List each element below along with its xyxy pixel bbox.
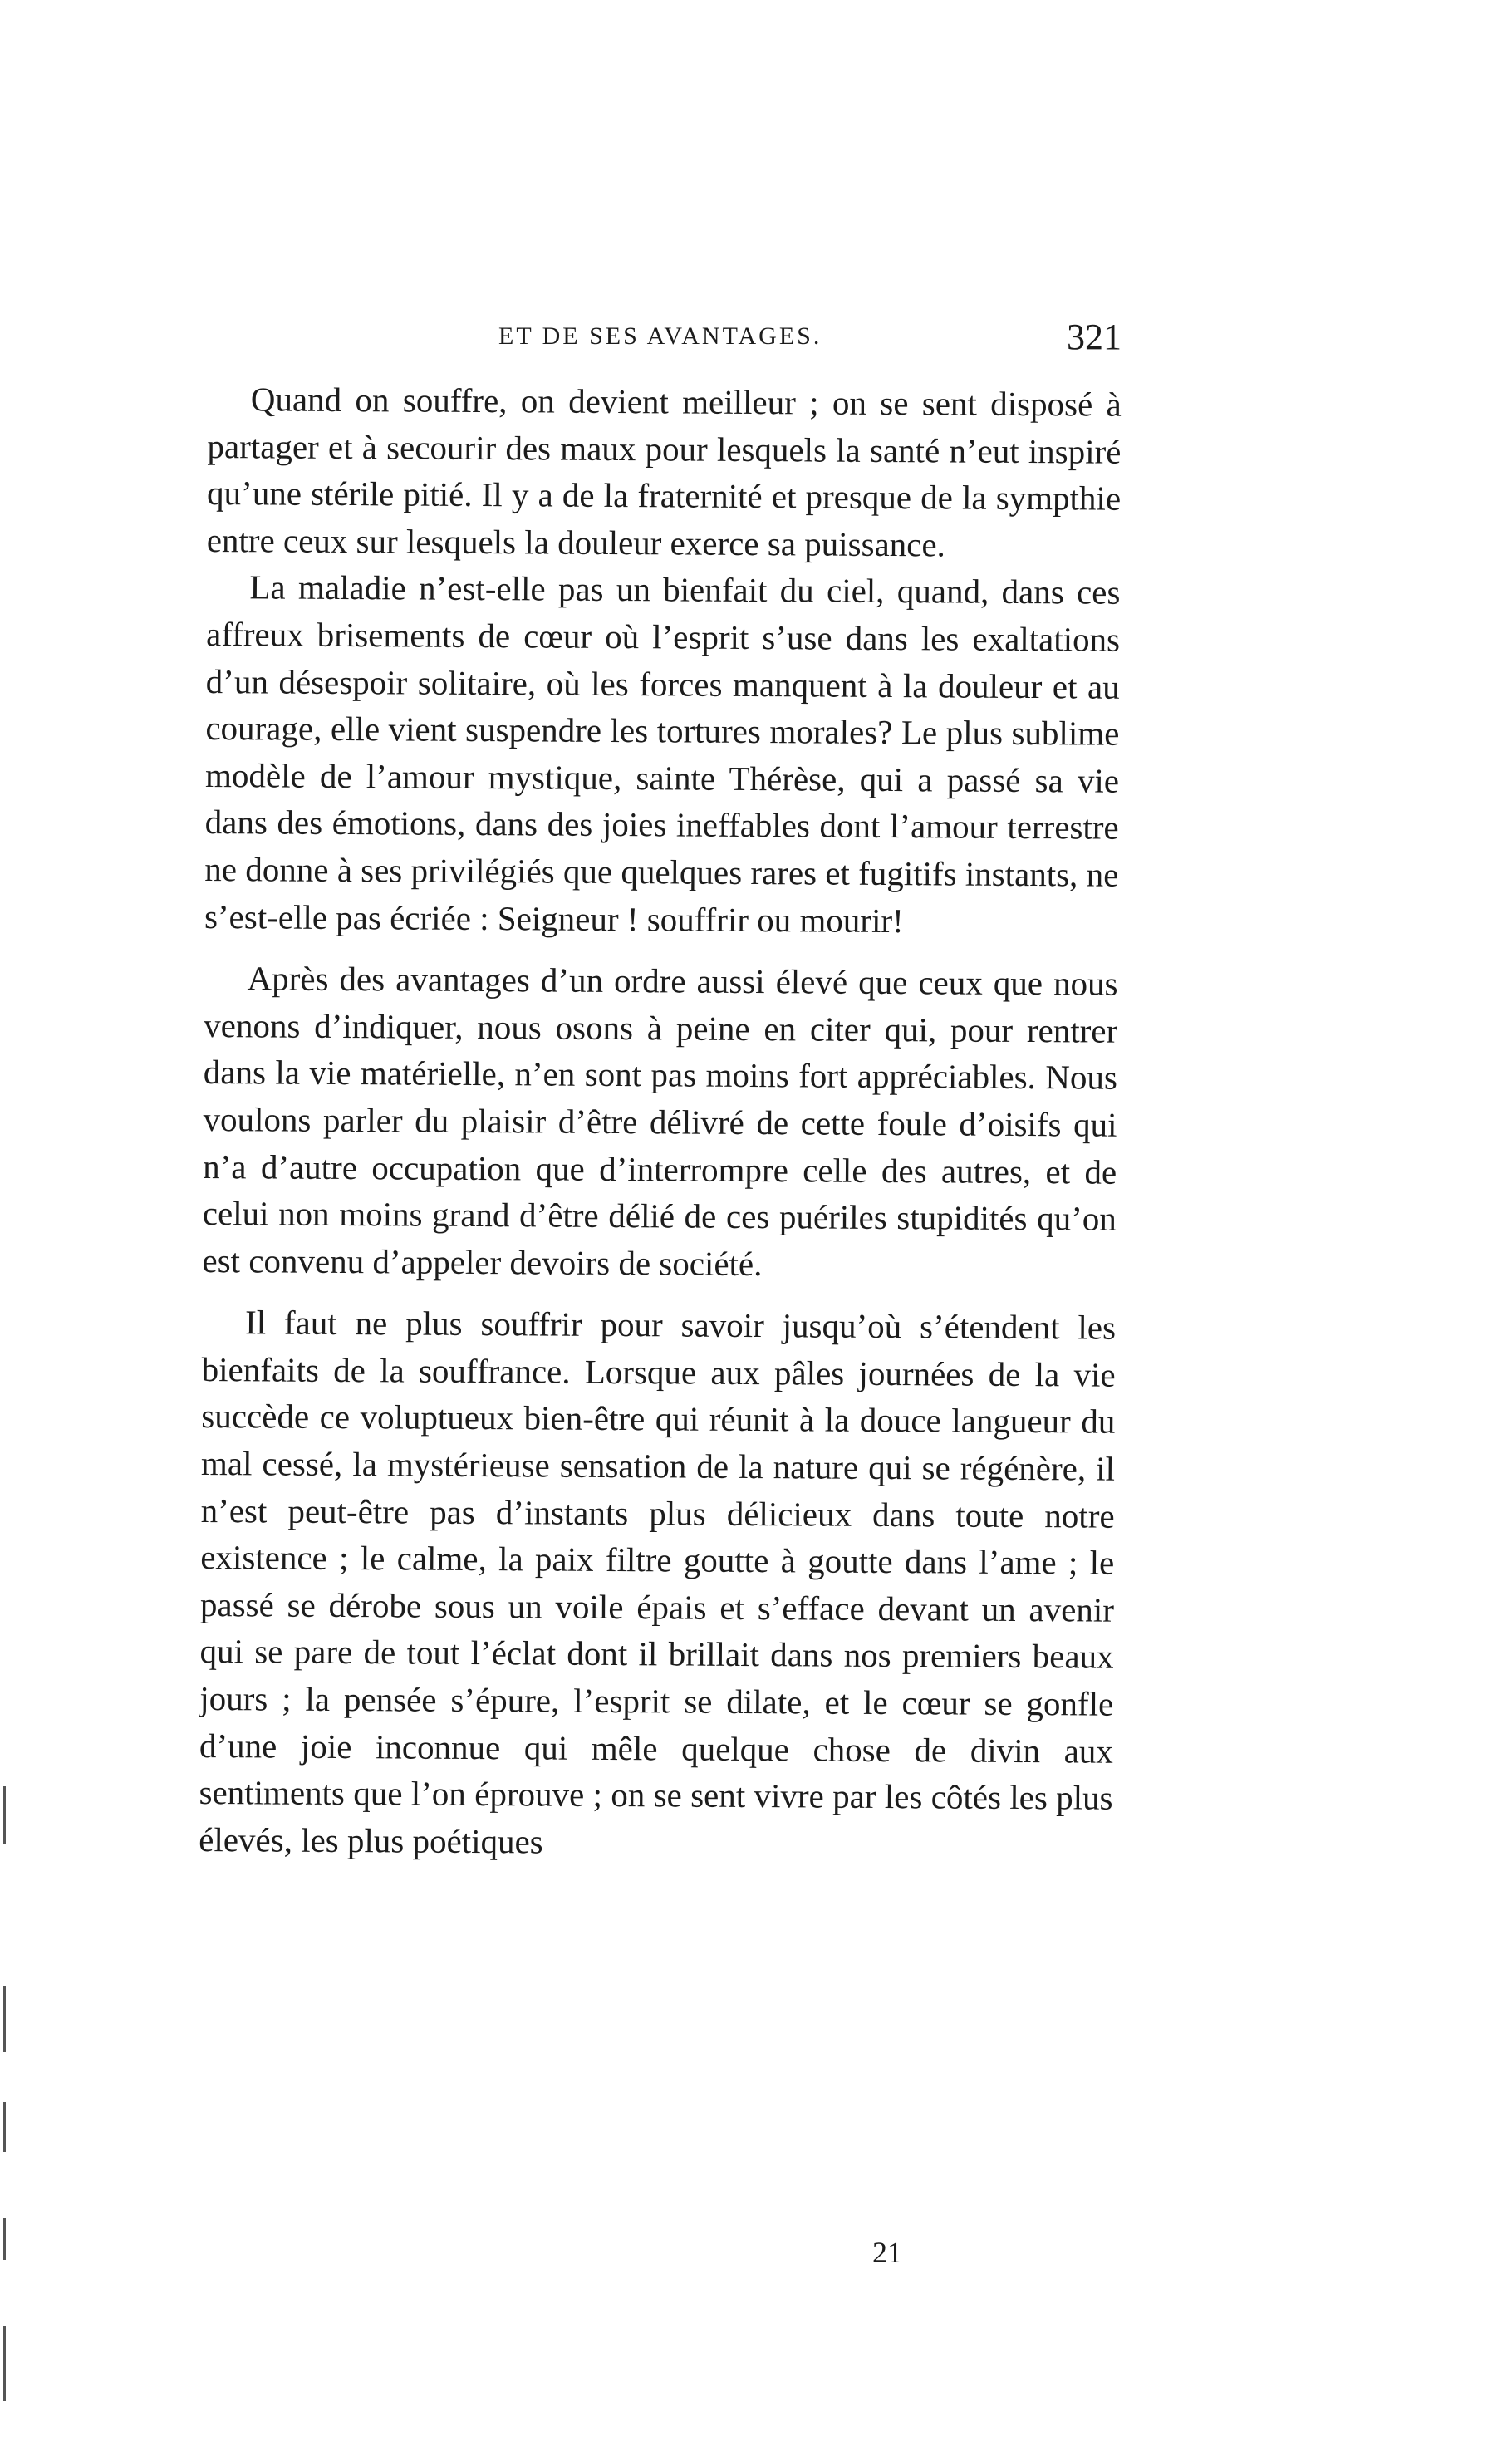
page-number: 321 — [1067, 317, 1122, 357]
margin-mark — [3, 1986, 6, 2052]
paragraph-3: Après des avantages d’un ordre aussi élevé que ceux que nous venons d’indiquer, nous osons à peine en citer qui, pour rentrer dans la vie matérielle, n’en sont pas moins fort appréciables. Nous voulons parler du plaisir d’être délivré de cette foule d’oisifs qui n’a d’autre occupation que d’interrompre celle des autres, et de celui non moins grand d’être délié de ces puériles stupidités qu’on est convenu d’appeler devoirs de société. — [202, 959, 1118, 1283]
signature-mark: 21 — [872, 2236, 902, 2269]
margin-mark — [3, 2102, 6, 2152]
paragraph-1: Quand on souffre, on devient meilleur ; on se sent disposé à partager et à secourir des maux pour lesquels la santé n’eut inspiré qu’une stérile pitié. Il y a de la fraternité et presque de la sympthie entre ceux sur lesquels la douleur exerce sa puissance. — [206, 380, 1122, 564]
scan-margin-marks — [0, 1786, 10, 2418]
margin-mark — [3, 2326, 6, 2401]
margin-mark — [3, 2218, 6, 2260]
paragraph-4: Il faut ne plus souffrir pour savoir jusqu’où s’étendent les bienfaits de la souffrance. Lorsque aux pâles journées de la vie succède ce voluptueux bien-être qui réunit à la douce langueur du mal cessé, la mystérieuse sensation de la nature qui se régénère, il n’est peut-être pas d’instants plus délicieux dans toute notre existence ; le calme, la paix filtre goutte à goutte dans l’ame ; le passé se dérobe sous un voile épais et s’efface devant un avenir qui se pare de tout l’éclat dont il brillait dans nos premiers beaux jours ; la pensée s’épure, l’esprit se dilate, et le cœur se gonfle d’une joie inconnue qui mêle quelque chose de divin aux sentiments que l’on éprouve ; on se sent vivre par les côtés les plus élevés, les plus poétiques — [199, 1303, 1117, 1861]
margin-mark — [3, 1786, 6, 1844]
body-text — [199, 376, 1122, 1869]
running-head — [208, 316, 1122, 366]
running-title: ET DE SES AVANTAGES. — [498, 322, 822, 350]
paragraph-2: La maladie n’est-elle pas un bienfait du ciel, quand, dans ces affreux brisements de cœur où l’esprit s’use dans les exaltations d’un désespoir solitaire, où les forces manquent à la douleur et au courage, elle vient suspendre les tortures morales? Le plus sublime modèle de l’amour mystique, sainte Thérèse, qui a passé sa vie dans des émotions, dans des joies ineffables dont l’amour terrestre ne donne à ses privilégiés que quelques rares et fugitifs instants, ne s’est-elle pas écriée : Seigneur ! souffrir ou mourir! — [204, 567, 1121, 940]
